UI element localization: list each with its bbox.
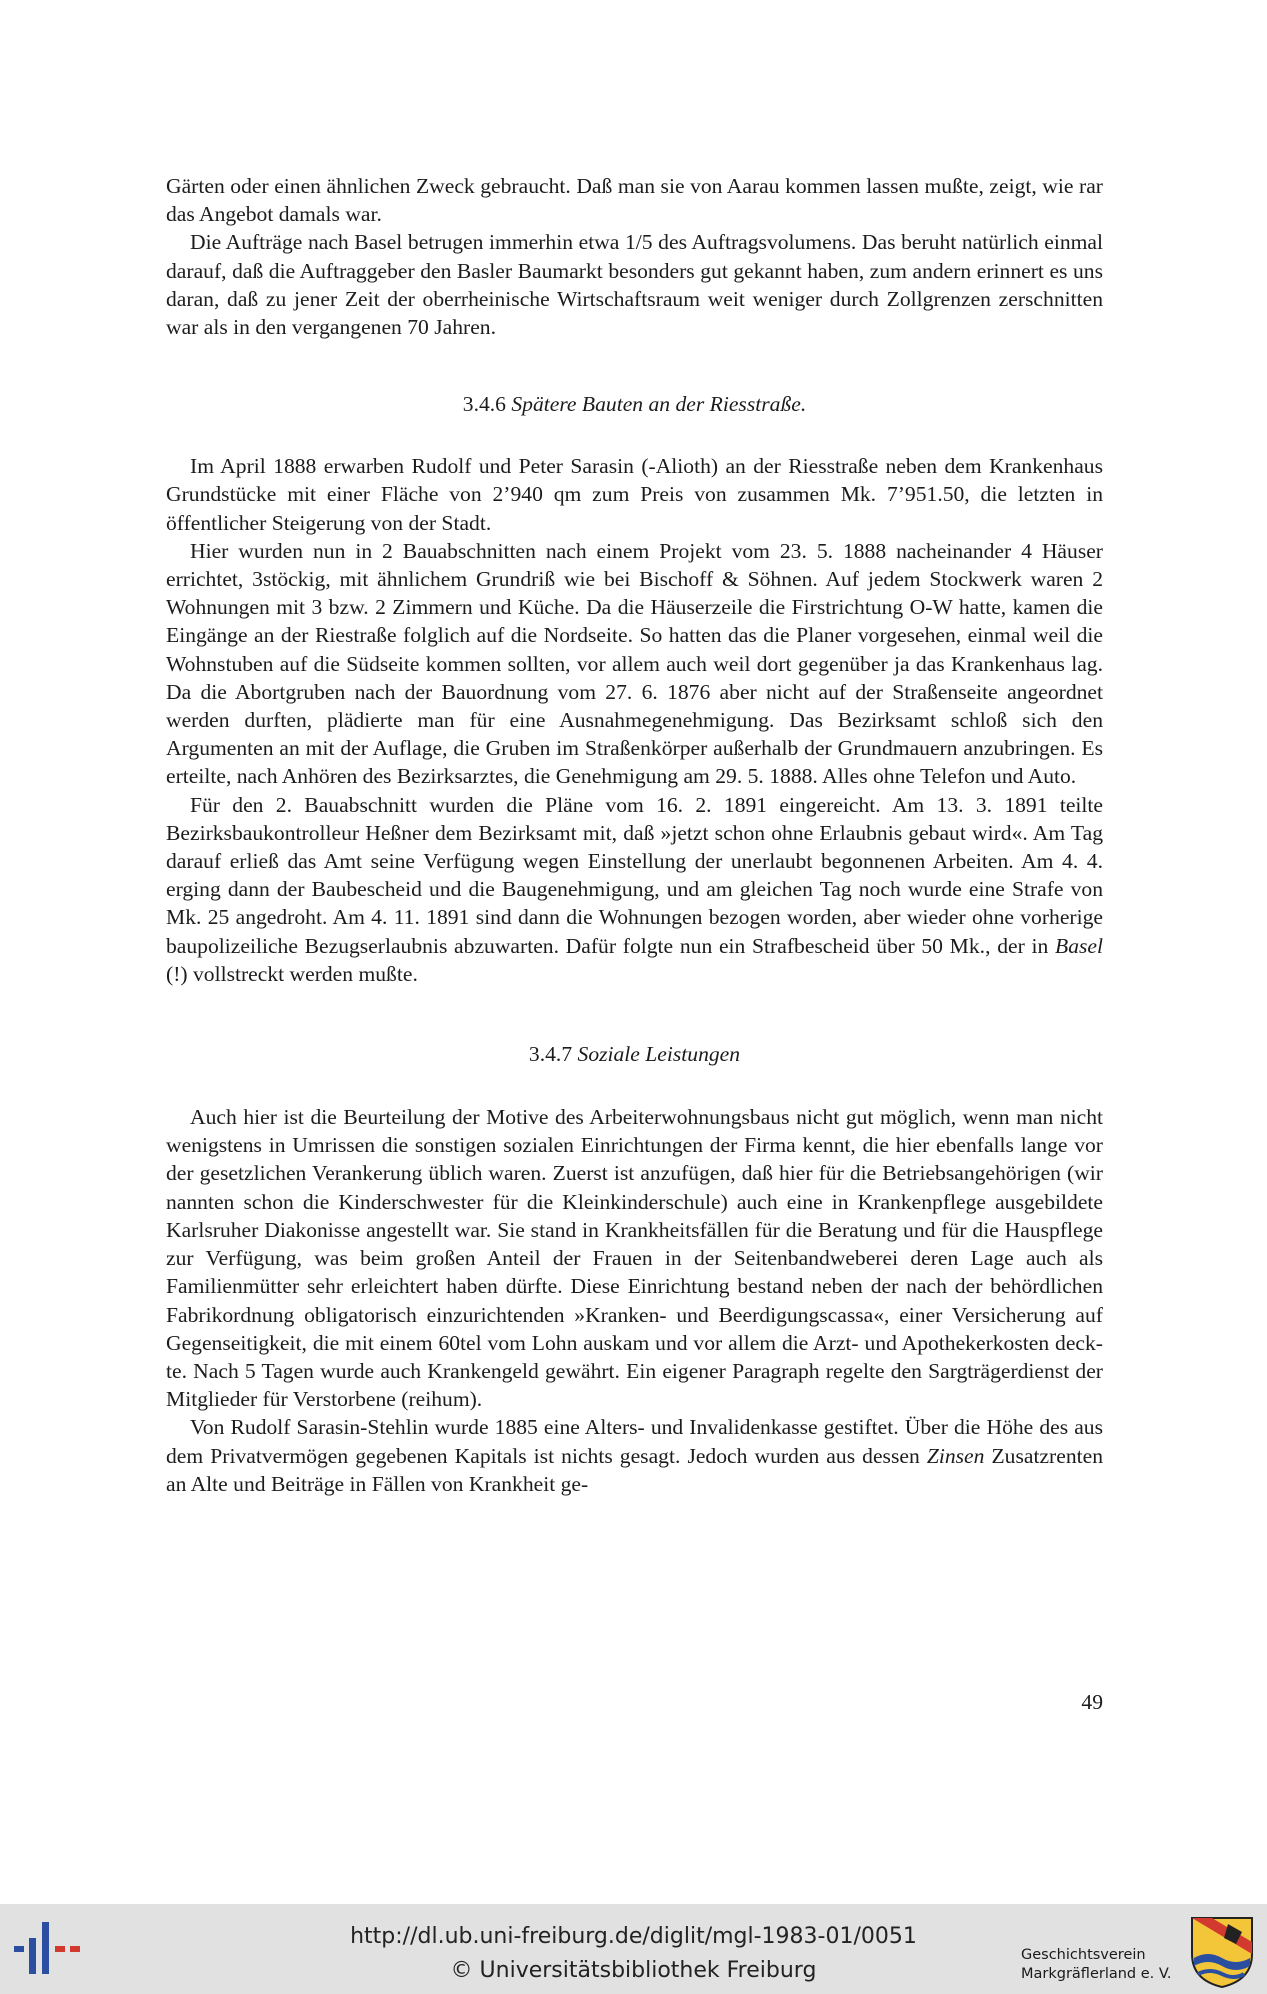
document-url-link[interactable]: http://dl.ub.uni-freiburg.de/diglit/mgl-1983-01/0051 (350, 1924, 917, 1949)
page-number: 49 (1081, 1690, 1103, 1714)
paragraph-7-text: Von Rudolf Sarasin-Stehlin wurde 1885 eine Alters- und Invalidenkasse gestiftet. Über die Höhe des aus dem Privatvermögen gegebenen Kapitals ist nichts gesagt. Jedoch wurden aus dessen (166, 1415, 1103, 1468)
section-heading-3-4-7 (166, 1040, 1103, 1068)
paragraph-3: Im April 1888 erwarben Rudolf und Peter Sarasin (-Alioth) an der Riesstraße neben dem Krankenhaus Grundstücke mit einer Fläche von 2’940 qm zum Preis von zusammen Mk. 7’951.50, die letzten in öffentlicher Steigerung von der Stadt. (166, 454, 1103, 535)
paragraph-4: Hier wurden nun in 2 Bauabschnitten nach einem Projekt vom 23. 5. 1888 nacheinander 4 Häuser errichtet, 3stöckig, mit ähnlichem Grundriß wie bei Bischoff & Söhnen. Auf jedem Stockwerk waren 2 Wohnungen mit 3 bzw. 2 Zimmern und Küche. Da die Häuserzeile die Firstrichtung O-W hatte, kamen die Eingänge an der Riestraße folglich auf die Nordseite. So hatten das die Planer vorgesehen, einmal weil die Wohnstuben auf die Südseite kommen sollten, vor allem auch weil dort gegenüber ja das Krankenhaus lag. Da die Abortgruben nach der Bauordnung vom 27. 6. 1876 aber nicht auf der Straßenseite angeordnet werden durften, plädierte man für eine Ausnahmegenehmigung. Das Bezirksamt schloß sich den Argumenten an mit der Auflage, die Gruben im Straßenkörper außerhalb der Grundmauern anzubringen. Es erteilte, nach Anhören des Bezirksarztes, die Genehmigung am 29. 5. 1888. Alles ohne Telefon und Auto. (166, 538, 1103, 789)
paragraph-5-end: (!) vollstreckt werden mußte. (166, 961, 418, 986)
section-title: Soziale Leistungen (577, 1042, 741, 1067)
society-name (1021, 1946, 1172, 1984)
paragraph-5-text: Für den 2. Bauabschnitt wurden die Pläne vom 16. 2. 1891 eingereicht. Am 13. 3. 1891 teilte Bezirksbaukontrolleur Heßner dem Bezirksamt mit, daß »jetzt schon ohne Erlaubnis gebaut wird«. Am Tag darauf erließ das Amt seine Verfügung wegen Einstellung der unerlaubt begonnenen Arbeiten. Am 4. 4. erging dann der Baubescheid und die Baugenehmigung, und am gleichen Tag noch wurde eine Strafe von Mk. 25 angedroht. Am 4. 11. 1891 sind dann die Wohnungen bezogen worden, aber wieder ohne vorherige baupolizeiliche Bezugserlaubnis abzuwarten. Dafür folgte nun ein Strafbescheid über 50 Mk., der in (166, 792, 1103, 958)
footer-bar (0, 1904, 1267, 1994)
copyright-text: © Universitätsbibliothek Freiburg (450, 1958, 817, 1983)
society-line-1: Geschichtsverein (1021, 1947, 1146, 1963)
coat-of-arms-icon (1188, 1914, 1256, 1990)
emphasis-basel: Basel (1055, 933, 1103, 958)
paragraph-5 (166, 791, 1103, 988)
page-body (166, 172, 1103, 1498)
paragraph-7-end: Zusatzrenten an Alte und Beiträge in Fällen von Krankheit ge- (166, 1443, 1103, 1496)
section-heading-3-4-6 (166, 390, 1103, 418)
section-title: Spätere Bauten an der Riesstraße. (511, 392, 807, 417)
paragraph-1: Gärten oder einen ähnlichen Zweck gebraucht. Daß man sie von Aarau kommen lassen mußte, zeigt, wie rar das Angebot damals war. (166, 174, 1103, 227)
paragraph-7 (166, 1413, 1103, 1498)
paragraph-2: Die Aufträge nach Basel betrugen immerhin etwa 1/5 des Auftragsvolumens. Das beruht natürlich einmal darauf, daß die Auftraggeber den Basler Baumarkt besonders gut gekannt haben, zum andern erinnert es uns daran, daß zu jener Zeit der oberrheinische Wirtschaftsraum weit weniger durch Zollgrenzen zerschnitten war als in den vergangenen 70 Jahren. (166, 230, 1103, 340)
section-number: 3.4.6 (462, 392, 506, 417)
emphasis-zinsen: Zinsen (926, 1443, 985, 1468)
section-number: 3.4.7 (528, 1042, 573, 1067)
society-line-2: Markgräflerland e. V. (1021, 1966, 1172, 1982)
paragraph-6: Auch hier ist die Beurteilung der Motive des Arbeiterwohnungsbaus nicht gut möglich, wenn man nicht wenigstens in Umrissen die sonstigen sozialen Einrichtungen der Firma kennt, die hier ebenfalls lange vor der gesetzlichen Verankerung üblich waren. Zuerst ist anzufügen, daß hier für die Betriebsangehörigen (wir nannten schon die Kinderschwester für die Kleinkinderschule) auch eine in Krankenpflege ausgebildete Karlsruher Diakonisse angestellt war. Sie stand in Krankheitsfällen für die Beratung und für die Hauspflege zur Verfügung, was beim großen Anteil der Frauen in der Seitenbandweberei deren Lage auch als Familienmütter sehr erleichtert haben dürfte. Diese Einrichtung bestand neben der nach der behördlichen Fabrikordnung obligatorisch einzurichtenden »Kranken- und Beerdigungscassa«, einer Versicherung auf Gegenseitigkeit, die mit einem 60tel vom Lohn auskam und vor allem die Arzt- und Apothekerkosten deckte. Nach 5 Tagen wurde auch Krankengeld gewährt. Ein eigener Paragraph regelte den Sargträgerdienst der Mitglieder für Verstorbene (reihum). (166, 1105, 1103, 1412)
